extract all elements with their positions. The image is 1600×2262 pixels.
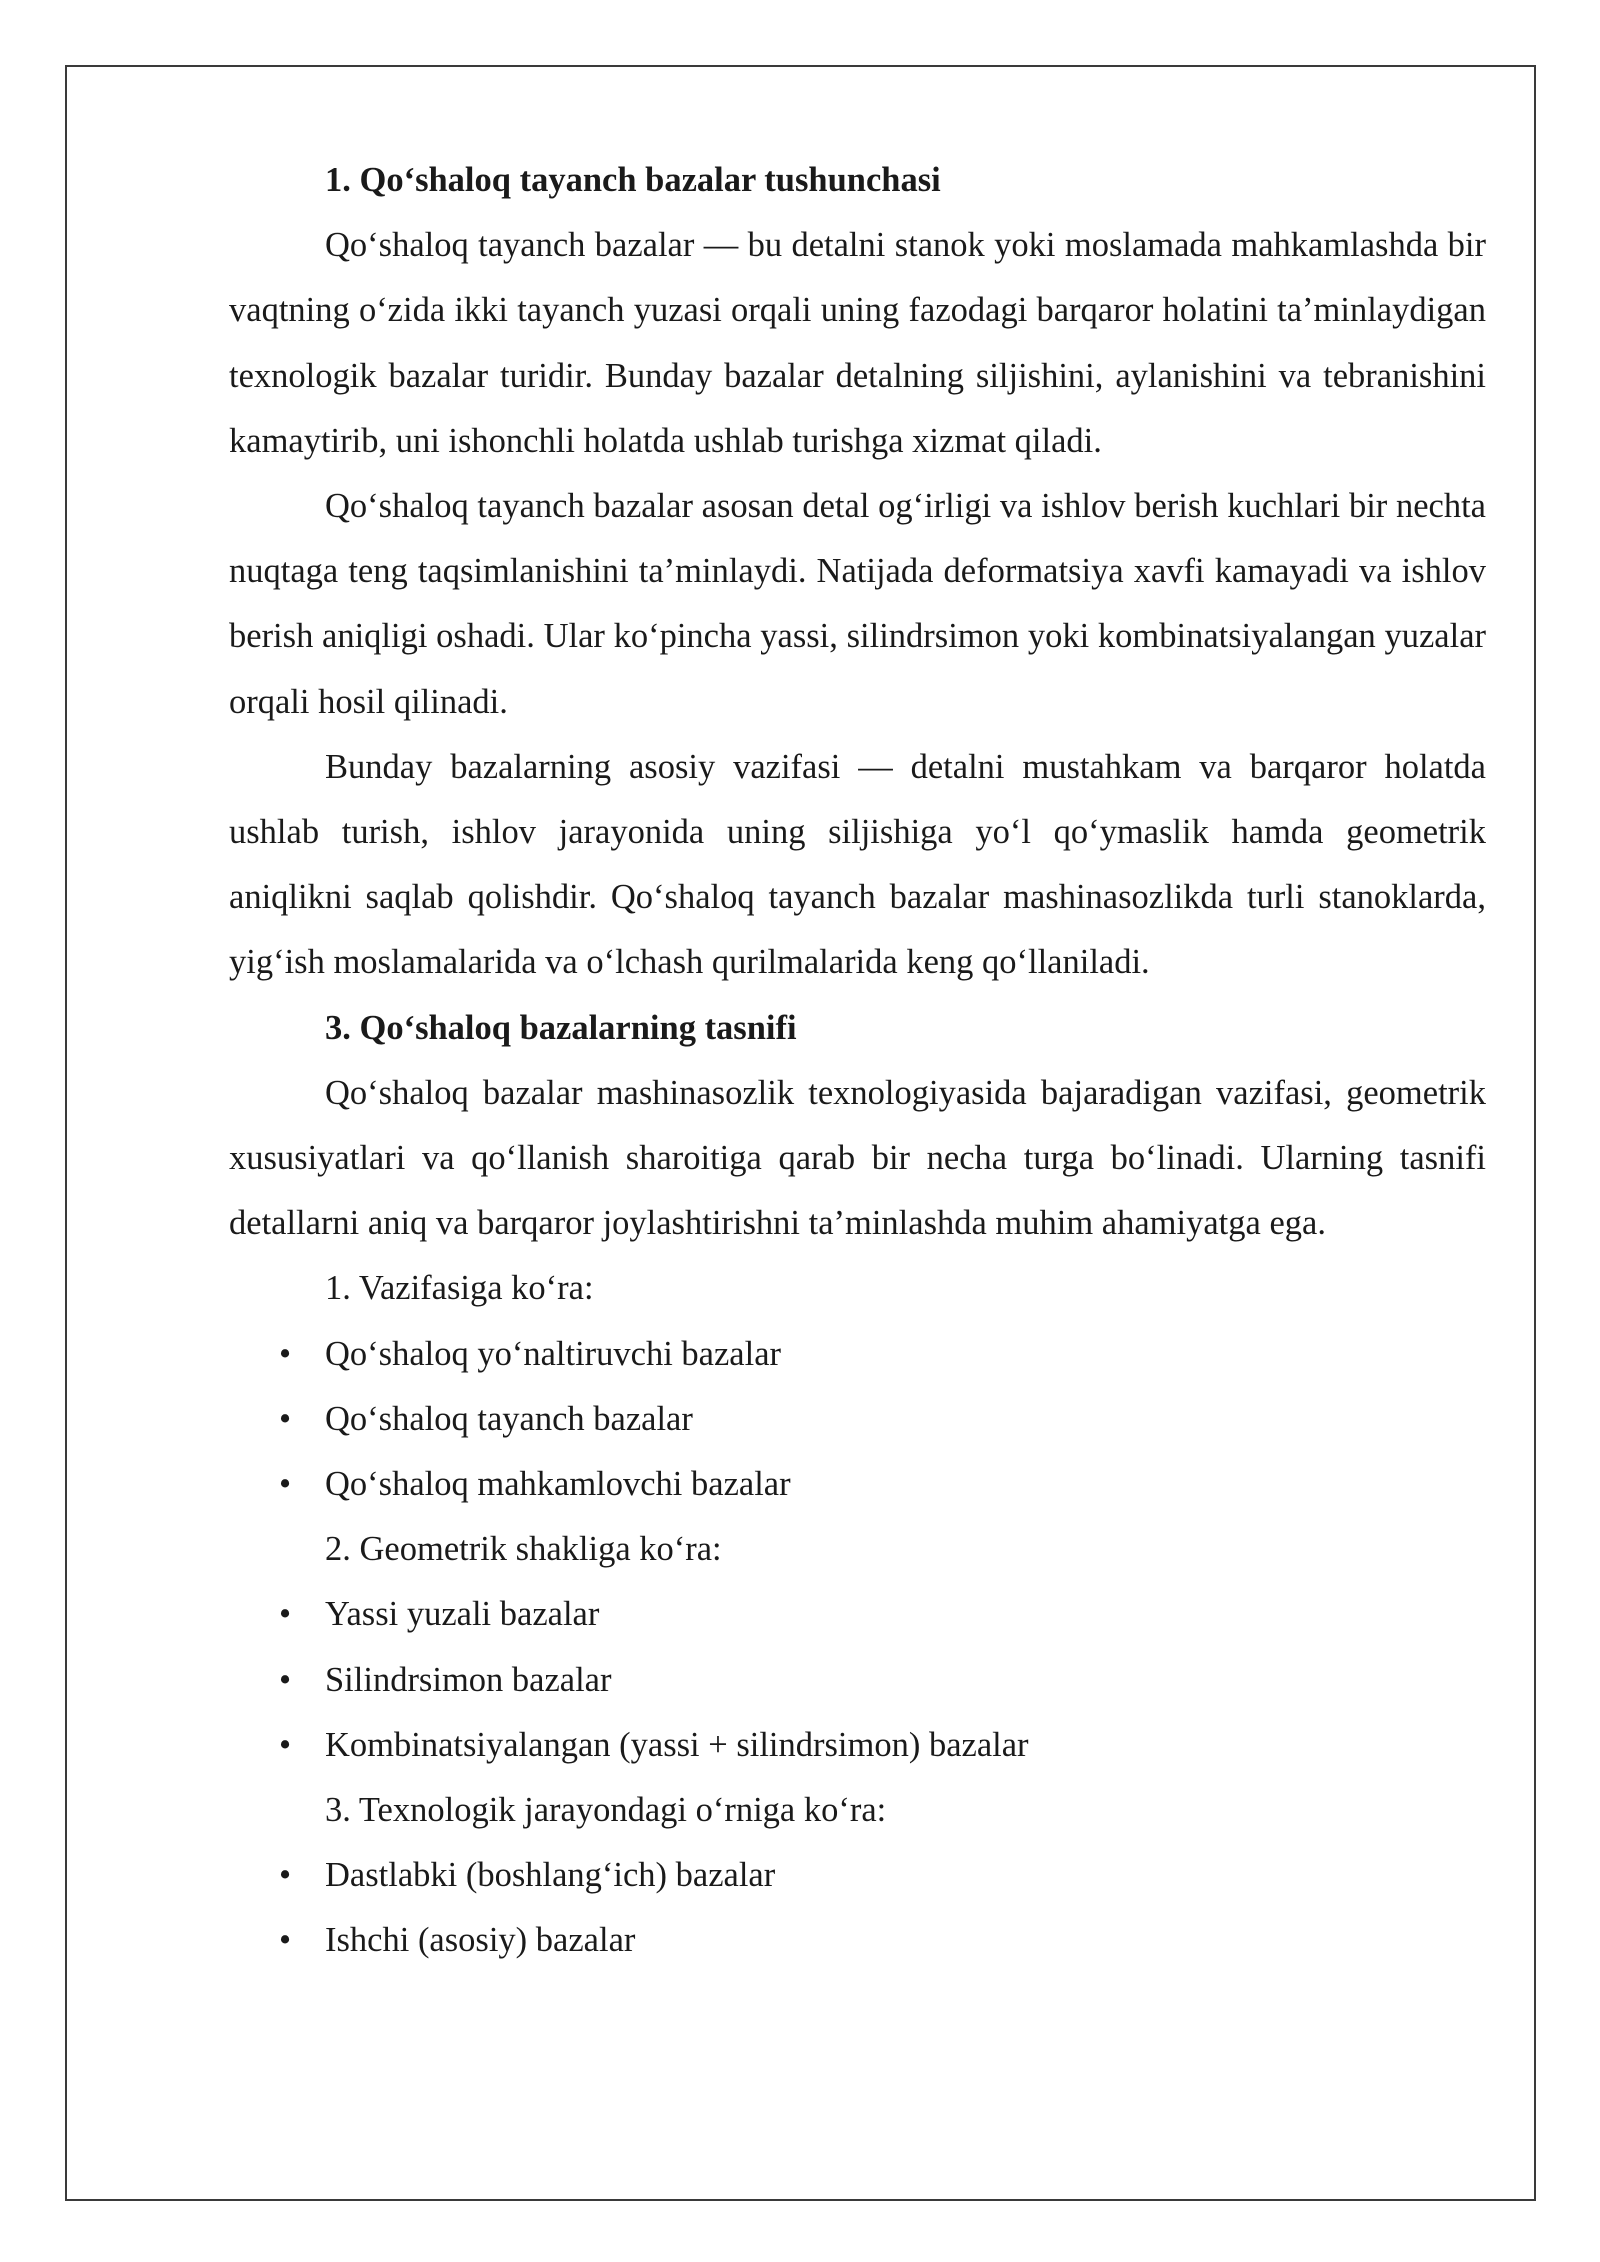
list-item — [229, 1582, 1486, 1647]
list-item — [229, 1908, 1486, 1973]
list-item-text: Qo‘shaloq mahkamlovchi bazalar — [325, 1465, 791, 1504]
list-item — [229, 1452, 1486, 1517]
paragraph: Qo‘shaloq tayanch bazalar asosan detal og‘irligi va ishlov berish kuchlari bir nechta nuqtaga teng taqsimlanishini ta’minlaydi. Natijada deformatsiya xavfi kamayadi va ishlov berish aniqligi oshadi. Ular ko‘pincha yassi, silindrsimon yoki kombinatsiyalangan yuzalar orqali hosil qilinadi. — [229, 487, 1486, 721]
paragraph: Qo‘shaloq bazalar mashinasozlik texnologiyasida bajaradigan vazifasi, geometrik xususiyatlari va qo‘llanish sharoitiga qarab bir necha turga bo‘linadi. Ularning tasnifi detallarni aniq va barqaror joylashtirishni ta’minlashda muhim ahamiyatga ega. — [229, 1073, 1486, 1243]
list-item-text: Kombinatsiyalangan (yassi + silindrsimon) bazalar — [325, 1725, 1029, 1764]
list-item — [229, 1843, 1486, 1908]
list-item — [229, 1387, 1486, 1452]
list-item-text: Dastlabki (boshlang‘ich) bazalar — [325, 1856, 776, 1895]
classification-group-title: 3. Texnologik jarayondagi o‘rniga ko‘ra: — [325, 1791, 887, 1830]
bullet-list — [229, 1582, 1486, 1778]
bullet-icon: • — [279, 1921, 292, 1960]
paragraph: Qo‘shaloq tayanch bazalar — bu detalni stanok yoki moslamada mahkamlashda bir vaqtning o‘zida ikki tayanch yuzasi orqali uning fazodagi barqaror holatini ta’minlaydigan texnologik bazalar turidir. Bunday bazalar detalning siljishini, aylanishini va tebranishini kamaytirib, uni ishonchli holatda ushlab turishga xizmat qiladi. — [229, 226, 1486, 460]
section-heading: 1. Qo‘shaloq tayanch bazalar tushunchasi — [325, 161, 941, 199]
list-item-text: Qo‘shaloq yo‘naltiruvchi bazalar — [325, 1334, 781, 1373]
bullet-icon: • — [279, 1465, 292, 1504]
bullet-icon: • — [279, 1856, 292, 1895]
list-item — [229, 1322, 1486, 1387]
classification-group-title: 2. Geometrik shakliga ko‘ra: — [325, 1530, 722, 1569]
bullet-list — [229, 1843, 1486, 1973]
list-item-text: Silindrsimon bazalar — [325, 1660, 612, 1699]
list-item-text: Qo‘shaloq tayanch bazalar — [325, 1399, 693, 1438]
list-item-text: Yassi yuzali bazalar — [325, 1595, 600, 1634]
list-item — [229, 1713, 1486, 1778]
bullet-icon: • — [279, 1334, 292, 1373]
document-body — [229, 148, 1486, 1974]
paragraph: Bunday bazalarning asosiy vazifasi — detalni mustahkam va barqaror holatda ushlab turish, ishlov jarayonida uning siljishiga yo‘l qo‘ymaslik hamda geometrik aniqlikni saqlab qolishdir. Qo‘shaloq tayanch bazalar mashinasozlikda turli stanoklarda, yig‘ish moslamalarida va o‘lchash qurilmalarida keng qo‘llaniladi. — [229, 747, 1486, 982]
bullet-icon: • — [279, 1399, 292, 1438]
classification-group-title: 1. Vazifasiga ko‘ra: — [325, 1269, 594, 1308]
bullet-icon: • — [279, 1725, 292, 1764]
bullet-list — [229, 1322, 1486, 1518]
section-heading: 3. Qo‘shaloq bazalarning tasnifi — [325, 1008, 797, 1047]
bullet-icon: • — [279, 1595, 292, 1634]
list-item — [229, 1648, 1486, 1713]
bullet-icon: • — [279, 1660, 292, 1699]
list-item-text: Ishchi (asosiy) bazalar — [325, 1921, 636, 1960]
